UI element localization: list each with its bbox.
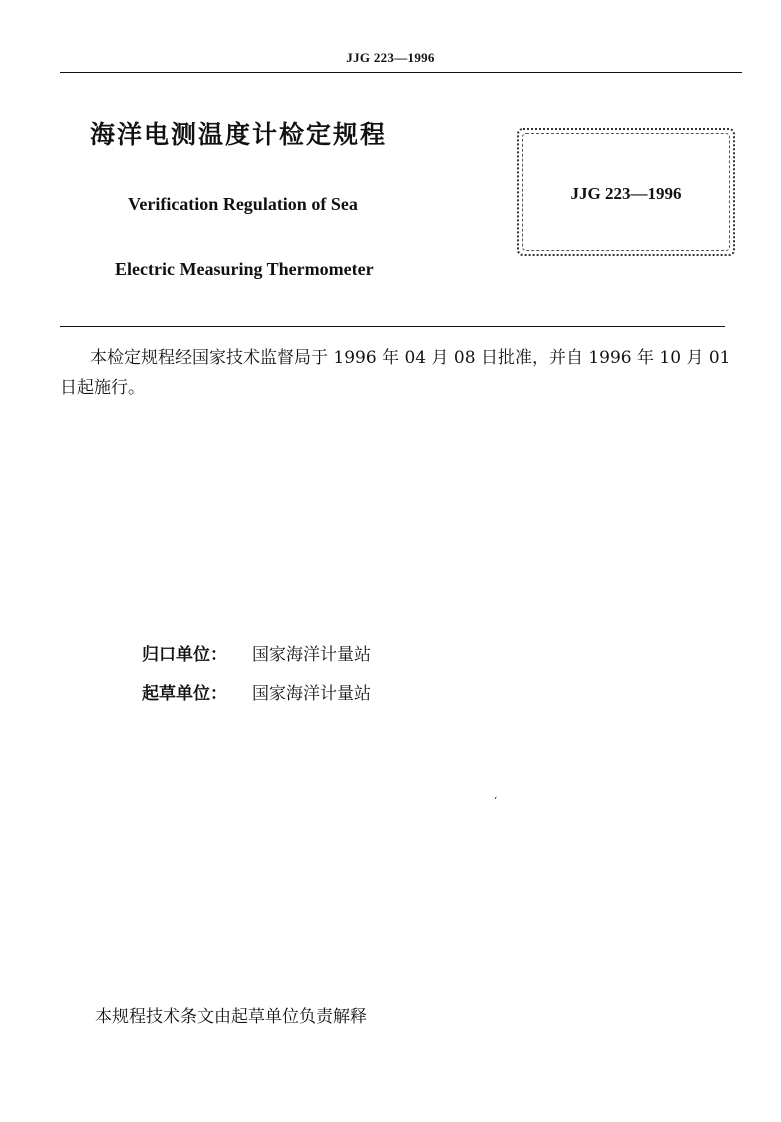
responsible-unit-row — [142, 640, 371, 665]
approval-statement: 本检定规程经国家技术监督局于 1996 年 04 月 08 日批准，并自 1996 年 10 月 01 日起施行。 — [60, 348, 731, 398]
responsible-unit-label: 归口单位： — [142, 645, 227, 665]
middle-rule — [60, 326, 725, 327]
title-english-line1: Verification Regulation of Sea — [128, 194, 358, 214]
drafting-unit-row — [142, 679, 371, 704]
code-box-label: JJG 223—1996 — [570, 184, 682, 203]
responsible-unit-value: 国家海洋计量站 — [252, 645, 371, 665]
standard-code-box — [517, 128, 735, 256]
interpretation-note: 本规程技术条文由起草单位负责解释 — [95, 1007, 367, 1027]
header-standard-code: JJG 223—1996 — [346, 50, 435, 65]
drafting-unit-value: 国家海洋计量站 — [252, 684, 371, 704]
top-rule — [60, 72, 742, 73]
drafting-unit-label: 起草单位： — [142, 684, 227, 704]
stray-mark: ‘ — [494, 796, 498, 807]
title-chinese: 海洋电测温度计检定规程 — [90, 120, 388, 149]
title-english-line2: Electric Measuring Thermometer — [115, 259, 374, 279]
